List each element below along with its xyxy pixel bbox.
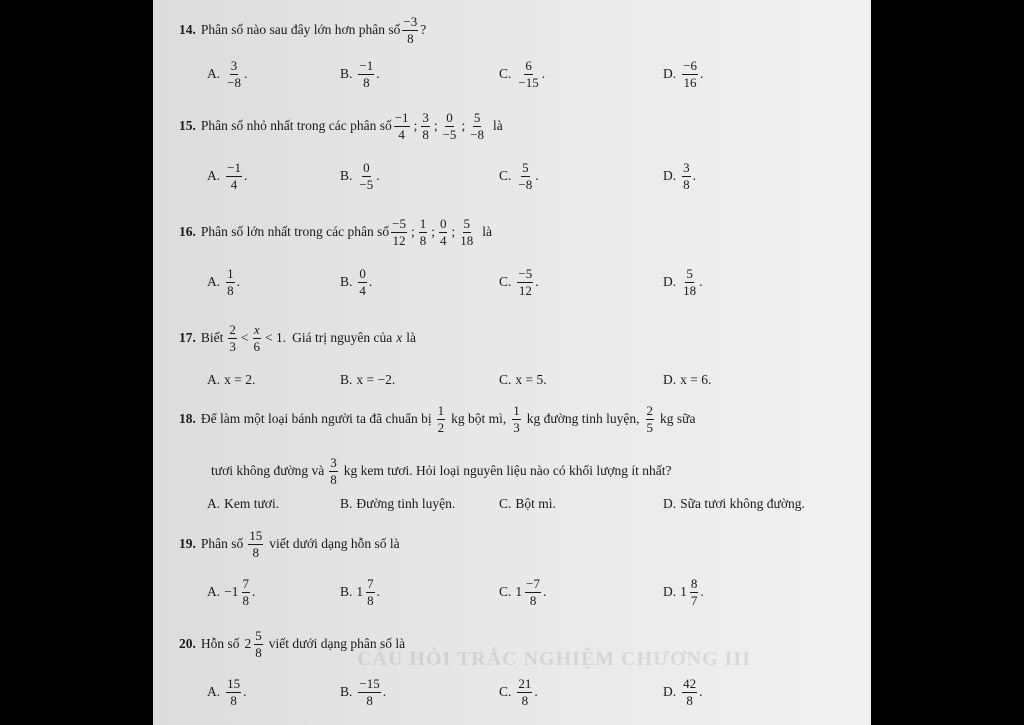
- options-14: [153, 56, 871, 92]
- options-15: [153, 158, 871, 194]
- option-c[interactable]: C. $\frac{6}{-15}$ .: [499, 57, 546, 90]
- question-14: 14. Phân số nào sau đây lớn hơn phân số $\frac{-3}{8}$ ?: [179, 13, 427, 46]
- option-d[interactable]: D. $\frac{42}{8}$ .: [663, 675, 703, 708]
- fraction: $\frac{-3}{8}$: [403, 13, 418, 46]
- question-text: Phân số nhỏ nhất trong các phân số: [200, 118, 392, 133]
- option-a[interactable]: A. x = 2.: [207, 372, 256, 387]
- option-b[interactable]: B. $\frac{-15}{8}$ .: [340, 675, 387, 708]
- option-b[interactable]: B. $\frac{0}{4}$ .: [340, 265, 373, 298]
- option-d[interactable]: D. Sữa tươi không đường.: [663, 496, 805, 511]
- option-c[interactable]: C. 1 $\frac{-7}{8}$ .: [499, 575, 547, 608]
- question-number: 18.: [179, 411, 196, 426]
- option-b[interactable]: B. $\frac{-1}{8}$ .: [340, 57, 380, 90]
- watermark-heading: CÂU HỎI TRẮC NGHIỆM CHƯƠNG III: [357, 648, 751, 670]
- question-number: 17.: [179, 330, 196, 345]
- options-20: [153, 674, 871, 710]
- question-number: 16.: [179, 224, 196, 239]
- question-number: 14.: [179, 22, 196, 37]
- option-a[interactable]: A. −1 $\frac{7}{8}$ .: [207, 575, 256, 608]
- option-d[interactable]: D. 1 $\frac{8}{7}$ .: [663, 575, 704, 608]
- question-16: 16. Phân số lớn nhất trong các phân số $\frac{-5}{12}$ ; $\frac{1}{8}$ ; $\frac{0}{4}$ ; $\frac{5}{18}$ là: [179, 215, 492, 248]
- question-20: 20. Hỗn số 2 $\frac{5}{8}$ viết dưới dạng phân số là: [179, 627, 406, 660]
- question-number: 19.: [179, 536, 196, 551]
- option-c[interactable]: C. $\frac{5}{-8}$ .: [499, 159, 539, 192]
- question-19: 19. Phân số $\frac{15}{8}$ viết dưới dạng hỗn số là: [179, 527, 400, 560]
- option-c[interactable]: C. Bột mì.: [499, 496, 556, 511]
- option-a[interactable]: A. $\frac{15}{8}$ .: [207, 675, 247, 708]
- option-d[interactable]: D. $\frac{3}{8}$ .: [663, 159, 696, 192]
- option-a[interactable]: A. $\frac{3}{-8}$ .: [207, 57, 248, 90]
- question-18: 18. Để làm một loại bánh người ta đã chuẩn bị $\frac{1}{2}$ kg bột mì, $\frac{1}{3}$ kg đường tinh luyện, $\frac{2}{5}$ kg sữa: [179, 402, 696, 435]
- option-d[interactable]: D. $\frac{-6}{16}$ .: [663, 57, 704, 90]
- option-b[interactable]: B. 1 $\frac{7}{8}$ .: [340, 575, 381, 608]
- question-text: Phân số nào sau đây lớn hơn phân số: [200, 22, 401, 37]
- options-19: [153, 574, 871, 610]
- question-text: Phân số lớn nhất trong các phân số: [200, 224, 390, 239]
- question-18-cont: tươi không đường và $\frac{3}{8}$ kg kem tươi. Hỏi loại nguyên liệu nào có khối lượng ít nhất?: [211, 454, 672, 487]
- option-b[interactable]: B. x = −2.: [340, 372, 396, 387]
- option-c[interactable]: C. x = 5.: [499, 372, 547, 387]
- question-number: 15.: [179, 118, 196, 133]
- option-d[interactable]: D. x = 6.: [663, 372, 712, 387]
- options-16: [153, 264, 871, 300]
- options-17: [153, 362, 871, 398]
- question-number: 20.: [179, 636, 196, 651]
- option-a[interactable]: A. $\frac{1}{8}$ .: [207, 265, 240, 298]
- option-c[interactable]: C. $\frac{-5}{12}$ .: [499, 265, 539, 298]
- book-page: [153, 0, 871, 725]
- option-b[interactable]: B. $\frac{0}{-5}$ .: [340, 159, 380, 192]
- option-d[interactable]: D. $\frac{5}{18}$ .: [663, 265, 703, 298]
- option-a[interactable]: A. Kem tươi.: [207, 496, 280, 511]
- question-17: 17. Biết $\frac{2}{3}$ < $\frac{x}{6}$ < 1. Giá trị nguyên của x là: [179, 321, 416, 354]
- options-18: [153, 486, 871, 522]
- option-b[interactable]: B. Đường tinh luyện.: [340, 496, 456, 511]
- question-15: 15. Phân số nhỏ nhất trong các phân số $\frac{-1}{4}$ ; $\frac{3}{8}$ ; $\frac{0}{-5}$ ; $\frac{5}{-8}$ là: [179, 109, 503, 142]
- option-a[interactable]: A. $\frac{-1}{4}$ .: [207, 159, 248, 192]
- option-c[interactable]: C. $\frac{21}{8}$ .: [499, 675, 538, 708]
